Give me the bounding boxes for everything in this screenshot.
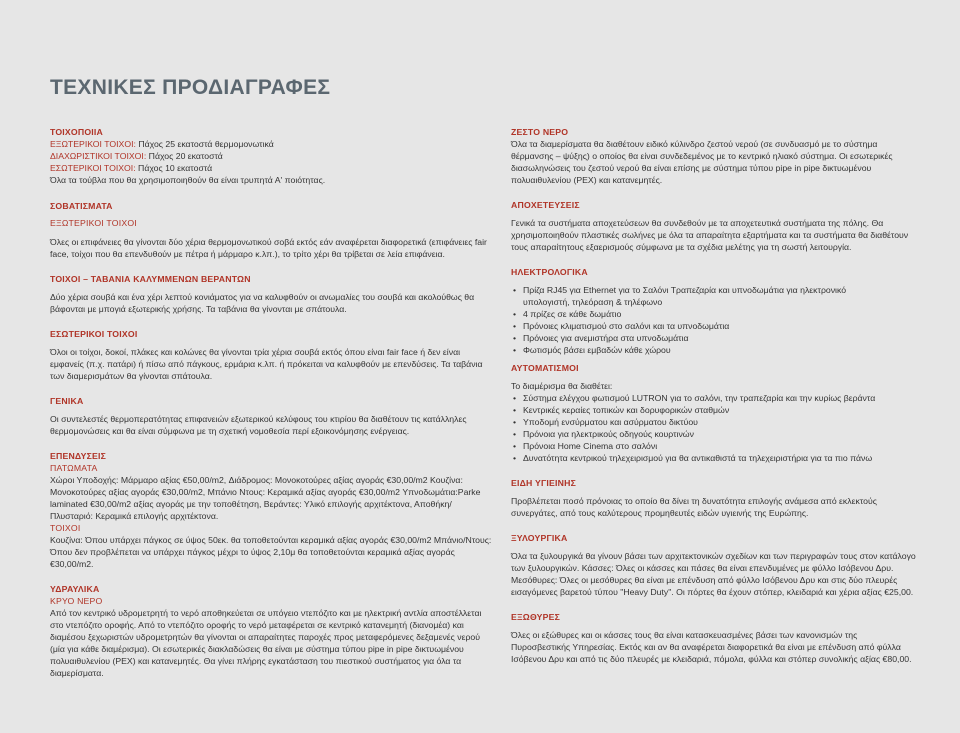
section-text: Οι συντελεστές θερμοπερατότητας επιφανειών εξωτερικού κελύφους του κτιρίου θα διαθέτουν τις κατάλληλες θερμομονώσεις και θα είναι σύμφωνα με τη σχετική νομοθεσία περί εξοικονόμησης ενέργειας. xyxy=(50,414,467,436)
section-text: Κουζίνα: Όπου υπάρχει πάγκος σε ύψος 50εκ. θα τοποθετούνται κεραμικά αξίας αγοράς €30,00/m2 Μπάνιο/Ντους: Όπου δεν προβλέπεται να υπάρχει πάγκος μέχρι το ύψος 2,10μ θα τοποθετούνται κεραμικά αξίας αγοράς €30,00/m2. xyxy=(50,535,492,569)
section-heading: ΕΞΩΘΥΡΕΣ xyxy=(511,612,561,622)
section-subheading: ΚΡΥΟ ΝΕΡΟ xyxy=(50,596,103,606)
section-heading: ΤΟΙΧΟΙ – ΤΑΒΑΝΙΑ ΚΑΛΥΜΜΕΝΩΝ ΒΕΡΑΝΤΩΝ xyxy=(50,274,251,284)
list-item: • Πρόνοια Home Cinema στο σαλόνι xyxy=(511,440,917,452)
section-heading: ΓΕΝΙΚΑ xyxy=(50,396,84,406)
section-heading: ΕΙΔΗ ΥΓΙΕΙΝΗΣ xyxy=(511,478,576,488)
list-item: • Δυνατότητα κεντρικού τηλεχειρισμού για θα αντικαθιστά τα τηλεχειριστήρια για τα πιο πάνω xyxy=(511,452,917,464)
list-item: • Πρόνοιες κλιματισμού στο σαλόνι και τα υπνοδωμάτια xyxy=(511,320,917,332)
section-ependyseis xyxy=(50,450,494,570)
spec-value: Πάχος 25 εκατοστά θερμομονωτικά xyxy=(135,139,274,149)
section-text: Όλα τα διαμερίσματα θα διαθέτουν ειδικό κύλινδρο ζεστού νερού (σε συνδυασμό με το σύστημα θέρμανσης – ψύξης) ο οποίος θα είναι συνδεδεμένος με το κεντρικό ηλιακό σύστημα. Οι εσωτερικές διασωληνώσεις του ζεστού νερού θα είναι επίσης με σύστημα τύπου pipe in pipe δικτυωμένου πολυαιθυλενίου (PEX) και κατανεμητές. xyxy=(511,139,893,185)
list-item xyxy=(511,284,917,308)
section-automatismoi xyxy=(511,362,917,464)
right-column xyxy=(511,126,917,665)
spec-line xyxy=(50,150,494,162)
section-subheading: ΤΟΙΧΟΙ xyxy=(50,523,81,533)
list-item: • 4 πρίζες σε κάθε δωμάτιο xyxy=(511,308,917,320)
section-text: Όλες οι εξώθυρες και οι κάσσες τους θα είναι κατασκευασμένες βάσει των κανονισμών της Πυροσβεστικής Υπηρεσίας. Εκτός και αν θα αναφέρεται διαφορετικά θα είναι με επένδυση από φύλλα Ισόβενου Δρυ και από τις δύο πλευρές με κλειδαριά, πόμολα, φύλλα και στόπερ συνολικής αξίας €80,00. xyxy=(511,630,912,664)
spec-line xyxy=(50,162,494,174)
section-heading: ΖΕΣΤΟ ΝΕΡΟ xyxy=(511,127,569,137)
left-column xyxy=(50,126,494,679)
spec-value: Πάχος 20 εκατοστά xyxy=(146,151,223,161)
section-exothyres xyxy=(511,611,917,665)
section-esoterikoi-toixoi xyxy=(50,328,494,382)
section-heading: ΕΠΕΝΔΥΣΕΙΣ xyxy=(50,451,107,461)
section-text: Γενικά τα συστήματα αποχετεύσεων θα συνδεθούν με τα αποχετευτικά συστήματα της πόλης. Θα χρησιμοποιηθούν πλαστικές σωλήνες με όλα τα απαραίτητα εξαρτήματα και τα συστήματα θα διαθέτουν τους απαραίτητους εξαερισμούς σύμφωνα με τα σχέδια μελέτης για τη σωστή λειτουργία. xyxy=(511,218,909,252)
section-text: Όλοι οι τοίχοι, δοκοί, πλάκες και κολώνες θα γίνονται τρία χέρια σουβά εκτός όπου είναι fair face ή δεν είναι εμφανείς (π.χ. πατάρι) ή πίσω από πάγκους, ερμάρια κ.λπ. ή πρόκειται να καλυφθούν με επενδύσεις. Τα ταβάνια των διαμερισμάτων θα γίνονται σπάτουλα. xyxy=(50,347,483,381)
section-subheading: ΕΞΩΤΕΡΙΚΟΙ ΤΟΙΧΟΙ xyxy=(50,218,137,228)
section-heading: ΞΥΛΟΥΡΓΙΚΑ xyxy=(511,533,568,543)
section-subheading: ΠΑΤΩΜΑΤΑ xyxy=(50,463,98,473)
section-heading: ΣΟΒΑΤΙΣΜΑΤΑ xyxy=(50,201,113,211)
section-zesto-nero xyxy=(511,126,917,186)
section-heading: ΗΛΕΚΤΡΟΛΟΓΙΚΑ xyxy=(511,267,588,277)
spec-label: ΕΣΩΤΕΡΙΚΟΙ ΤΟΙΧΟΙ: xyxy=(50,163,136,173)
section-note: Όλα τα τούβλα που θα χρησιμοποιηθούν θα είναι τρυπητά Α' ποιότητας. xyxy=(50,175,326,185)
list-item: • Πρόνοιες για ανεμιστήρα στα υπνοδωμάτια xyxy=(511,332,917,344)
section-text: Δύο χέρια σουβά και ένα χέρι λεπτού κονιάματος για να καλυφθούν οι ανωμαλίες του σουβά και ακολούθως θα βάφονται με μπογιά εξωτερικής χρήσης. Τα ταβάνια θα γίνονται με σπάτουλα. xyxy=(50,292,475,314)
section-ilektrologika xyxy=(511,266,917,356)
section-text: Χώροι Υποδοχής: Μάρμαρο αξίας €50,00/m2, Διάδρομος: Μονοκοτούρες αξίας αγοράς €30,00/m2 Κουζίνα: Μονοκοτούρες αξίας αγοράς €30,00/m2, Μπάνιο Ντους: Κεραμικά αξίας αγοράς €30,00/m2 Υπνοδωμάτια:Parke laminated €30,00/m2 αξίας αγοράς με την τοποθέτηση, Βεράντες: Υλικό επιλογής αρχιτέκτονα, Αποθήκη/Πλυσταριό: Κεραμικά επιλογής αρχιτέκτονα. xyxy=(50,475,481,521)
section-sovatismata xyxy=(50,200,494,260)
list-item: • Φωτισμός βάσει εμβαδών κάθε χώρου xyxy=(511,344,917,356)
bullet-list xyxy=(511,284,917,356)
section-intro: Το διαμέρισμα θα διαθέτει: xyxy=(511,381,613,391)
list-item-continuation: υπολογιστή, τηλεόραση & τηλέφωνο xyxy=(523,297,663,307)
spec-label: ΕΞΩΤΕΡΙΚΟΙ ΤΟΙΧΟΙ: xyxy=(50,139,136,149)
list-item: • Σύστημα ελέγχου φωτισμού LUTRON για το σαλόνι, την τραπεζαρία και την κυρίως βεράντα xyxy=(511,392,917,404)
section-heading: ΥΔΡΑΥΛΙΚΑ xyxy=(50,584,100,594)
section-genika xyxy=(50,395,494,437)
section-heading: ΑΠΟΧΕΤΕΥΣΕΙΣ xyxy=(511,200,580,210)
page-title: ΤΕΧΝΙΚΕΣ ΠΡΟΔΙΑΓΡΑΦΕΣ xyxy=(50,76,331,99)
list-item: • Κεντρικές κεραίες τοπικών και δορυφορικών σταθμών xyxy=(511,404,917,416)
section-text: Από τον κεντρικό υδρομετρητή το νερό αποθηκεύεται σε υπόγειο ντεπόζιτο και με ηλεκτρική αντλία αποστέλλεται στο ντεπόζιτο οροφής. Από το ντεπόζιτο οροφής το νερό μεταφέρεται σε κεντρικό κατανεμητή (διανομέα) και διαμέσου ξεχωριστών υδρομετρητών θα γίνονται οι απαραίτητες παροχές προς μεταφερόμενες δεξαμενές νερού (μία για κάθε διαμέρισμα). Οι εσωτερικές διακλαδώσεις θα είναι με σύστημα τύπου pipe in pipe δικτυωμένου πολυαιθυλενίου (PEX) και κατανεμητές. Θα γίνει πλήρης εγκατάσταση του πιεστικού συστήματος για όλα τα διαμερίσματα. xyxy=(50,608,482,678)
spec-line xyxy=(50,138,494,150)
section-tavania xyxy=(50,273,494,315)
section-heading: ΤΟΙΧΟΠΟΙΙΑ xyxy=(50,127,104,137)
list-item: • Πρόνοια για ηλεκτρικούς οδηγούς κουρτινών xyxy=(511,428,917,440)
bullet-list xyxy=(511,392,917,464)
list-item-text: Πρίζα RJ45 για Ethernet για το Σαλόνι Τραπεζαρία και υπνοδωμάτια για ηλεκτρονικό xyxy=(523,285,847,295)
section-text: Προβλέπεται ποσό πρόνοιας το οποίο θα δίνει τη δυνατότητα επιλογής ανάμεσα από εκλεκτούς συνεργάτες, από τους καλύτερους προμηθευτές ειδών υγιεινής της Ευρώπης. xyxy=(511,496,877,518)
spec-value: Πάχος 10 εκατοστά xyxy=(135,163,213,173)
section-text: Όλα τα ξυλουργικά θα γίνουν βάσει των αρχιτεκτονικών σχεδίων και των περιγραφών τους στον κατάλογο των ξυλουργικών. Κάσσες: Όλες οι κάσσες και πάσες θα είναι επενδυμένες με φύλλο Ισόβενου Δρυ. Μεσόθυρες: Όλες οι μεσόθυρες θα είναι με επένδυση από φύλλο Ισόβενου Δρυ και στις δύο πλευρές εισαγόμενες βαρετού τύπου "Heavy Duty". Οι πόρτες θα έχουν στόπερ, κλειδαριά και χέρια αξίας €25,00. xyxy=(511,551,916,597)
list-item: • Υποδομή ενσύρματου και ασύρματου δικτύου xyxy=(511,416,917,428)
section-heading: ΕΣΩΤΕΡΙΚΟΙ ΤΟΙΧΟΙ xyxy=(50,329,138,339)
section-ydraulika xyxy=(50,583,494,679)
section-text: Όλες οι επιφάνειες θα γίνονται δύο χέρια θερμομονωτικού σοβά εκτός εάν αναφέρεται διαφορετικά (επιφάνειες fair face, τοίχοι που θα επενδυθούν με πέτρα ή μάρμαρο κ.λπ.), το τρίτο χέρι θα τρίβεται σε λεία επιφάνεια. xyxy=(50,237,487,259)
section-apoxeteuseis xyxy=(511,199,917,253)
section-xylourgika xyxy=(511,532,917,598)
section-ygieines xyxy=(511,477,917,519)
section-toixopoiia xyxy=(50,126,494,186)
section-heading: ΑΥΤΟΜΑΤΙΣΜΟΙ xyxy=(511,363,579,373)
spec-label: ΔΙΑΧΩΡΙΣΤΙΚΟΙ ΤΟΙΧΟΙ: xyxy=(50,151,147,161)
